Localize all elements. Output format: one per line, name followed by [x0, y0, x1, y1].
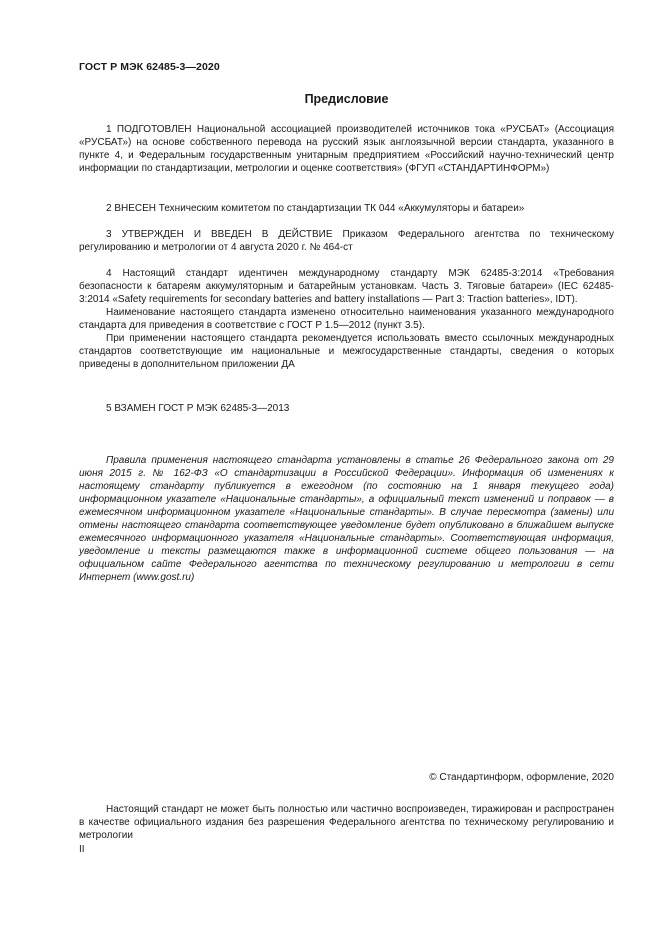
rules-note	[79, 454, 614, 584]
item-3	[79, 228, 614, 254]
item-3-text: 3 УТВЕРЖДЕН И ВВЕДЕН В ДЕЙСТВИЕ Приказом Федерального агентства по техническому регулированию и метрологии от 4 августа 2020 г. № 464-ст	[79, 229, 614, 253]
item-4-text-c: При применении настоящего стандарта рекомендуется использовать вместо ссылочных международных стандартов соответствующие им национальные и межгосударственные стандарты, сведения о которых приведены в дополнительном приложении ДА	[79, 333, 614, 370]
item-4	[79, 267, 614, 371]
item-4-text-a: 4 Настоящий стандарт идентичен международному стандарту МЭК 62485-3:2014 «Требования безопасности к батареям аккумуляторным и батарейным установкам. Часть 3. Тяговые батареи» (IEC 62485-3:2014 «Safety requirements for secondary batteries and battery installations — Part 3: Traction batteries», IDT).	[79, 268, 614, 305]
item-1	[79, 123, 614, 175]
document-code: ГОСТ Р МЭК 62485-3—2020	[79, 61, 220, 73]
page-title: Предисловие	[304, 92, 389, 106]
item-4-text-b: Наименование настоящего стандарта изменено относительно наименования указанного международного стандарта для приведения в соответствие с ГОСТ Р 1.5—2012 (пункт 3.5).	[79, 307, 614, 331]
copyright: © Стандартинформ, оформление, 2020	[429, 772, 614, 783]
item-2-text: 2 ВНЕСЕН Техническим комитетом по стандартизации ТК 044 «Аккумуляторы и батареи»	[106, 203, 525, 214]
item-5-text: 5 ВЗАМЕН ГОСТ Р МЭК 62485-3—2013	[106, 403, 290, 414]
rights-notice	[79, 803, 614, 842]
item-5	[79, 402, 614, 415]
rights-notice-text: Настоящий стандарт не может быть полностью или частично воспроизведен, тиражирован и распространен в качестве официального издания без разрешения Федерального агентства по техническому регулированию и метрологии	[79, 804, 614, 841]
item-1-text: 1 ПОДГОТОВЛЕН Национальной ассоциацией производителей источников тока «РУСБАТ» (Ассоциация «РУСБАТ») на основе собственного перевода на русский язык англоязычной версии стандарта, указанного в пункте 4, и Федеральным государственным унитарным предприятием «Российский научно-технический центр информации по стандартизации, метрологии и оценке соответствия» (ФГУП «СТАНДАРТИНФОРМ»)	[79, 124, 614, 174]
item-2	[79, 202, 614, 215]
page-number: II	[79, 844, 85, 855]
rules-note-text: Правила применения настоящего стандарта установлены в статье 26 Федерального закона от 29 июня 2015 г. № 162-ФЗ «О стандартизации в Российской Федерации». Информация об изменениях к настоящему стандарту публикуется в ежегодном (по состоянию на 1 января текущего года) информационном указателе «Национальные стандарты», а официальный текст изменений и поправок — в ежемесячном информационном указателе «Национальные стандарты». В случае пересмотра (замены) или отмены настоящего стандарта соответствующее уведомление будет опубликовано в ближайшем выпуске ежемесячного информационного указателя «Национальные стандарты». Соответствующая информация, уведомление и тексты размещаются также в информационной системе общего пользования — на официальном сайте Федерального агентства по техническому регулированию и метрологии в сети Интернет (www.gost.ru)	[79, 455, 614, 583]
